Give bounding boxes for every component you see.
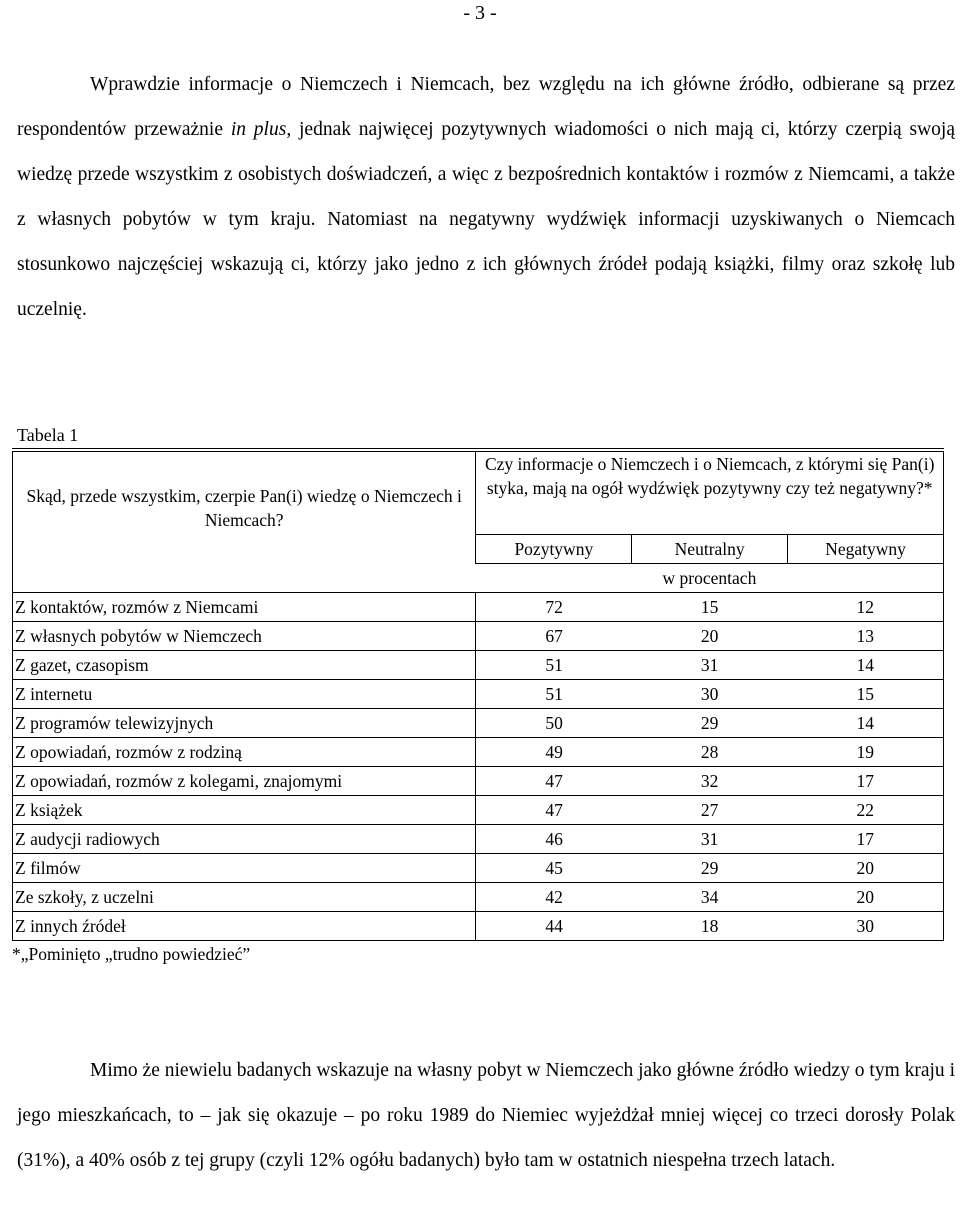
value-neutral: 34 (632, 883, 788, 912)
paragraph-conclusion-text: Mimo że niewielu badanych wskazuje na własny pobyt w Niemczech jako główne źródło wiedzy o tym kraju i jego mieszkańcach, to – jak się okazuje – po roku 1989 do Niemiec wyjeżdżał mniej więcej co trzeci dorosły Polak (31%), a 40% osób z tej grupy (czyli 12% ogółu badanych) było tam w ostatnich niespełna trzech latach. (17, 1060, 955, 1171)
paragraph-intro (17, 62, 955, 332)
row-label: Z opowiadań, rozmów z kolegami, znajomymi (13, 767, 476, 796)
value-negative: 13 (788, 622, 944, 651)
row-label: Z gazet, czasopism (13, 651, 476, 680)
value-positive: 51 (476, 680, 632, 709)
row-label: Z książek (13, 796, 476, 825)
table-footnote: *„Pominięto „trudno powiedzieć” (12, 944, 251, 964)
value-positive: 44 (476, 912, 632, 941)
value-positive: 51 (476, 651, 632, 680)
value-neutral: 28 (632, 738, 788, 767)
row-label: Z kontaktów, rozmów z Niemcami (13, 593, 476, 622)
table-row (13, 854, 944, 883)
table-row (13, 825, 944, 854)
unit-row-blank (13, 564, 476, 593)
table-caption: Tabela 1 (17, 425, 79, 445)
row-label: Z internetu (13, 680, 476, 709)
table-row (13, 593, 944, 622)
value-neutral: 31 (632, 651, 788, 680)
table-row (13, 709, 944, 738)
value-negative: 17 (788, 767, 944, 796)
value-negative: 15 (788, 680, 944, 709)
paragraph-intro-italic: in plus (230, 119, 287, 140)
row-label: Z filmów (13, 854, 476, 883)
value-neutral: 18 (632, 912, 788, 941)
value-neutral: 30 (632, 680, 788, 709)
table-row (13, 912, 944, 941)
paragraph-intro-part1: Wprawdzie informacje o Niemczech i Niemcach, bez względu na ich główne źródło, odbierane są przez respondentów przeważnie (17, 74, 955, 140)
value-negative: 14 (788, 651, 944, 680)
table-row (13, 767, 944, 796)
table-row (13, 883, 944, 912)
table-row (13, 680, 944, 709)
value-positive: 47 (476, 796, 632, 825)
table-row (13, 796, 944, 825)
row-label: Ze szkoły, z uczelni (13, 883, 476, 912)
table-container (12, 448, 944, 941)
column-header-positive: Pozytywny (476, 535, 632, 564)
table-body (13, 593, 944, 941)
value-positive: 72 (476, 593, 632, 622)
row-label: Z programów telewizyjnych (13, 709, 476, 738)
value-positive: 45 (476, 854, 632, 883)
value-positive: 50 (476, 709, 632, 738)
table-row (13, 651, 944, 680)
paragraph-conclusion (17, 1048, 955, 1183)
value-neutral: 32 (632, 767, 788, 796)
value-negative: 22 (788, 796, 944, 825)
question-header: Czy informacje o Niemczech i o Niemcach, z którymi się Pan(i) styka, mają na ogół wydźwięk pozytywny czy też negatywny?* (476, 450, 944, 535)
table-row (13, 622, 944, 651)
row-label: Z innych źródeł (13, 912, 476, 941)
row-label: Z opowiadań, rozmów z rodziną (13, 738, 476, 767)
value-negative: 14 (788, 709, 944, 738)
value-positive: 46 (476, 825, 632, 854)
column-header-neutral: Neutralny (632, 535, 788, 564)
unit-label: w procentach (476, 564, 944, 593)
value-negative: 17 (788, 825, 944, 854)
value-neutral: 29 (632, 709, 788, 738)
row-header: Skąd, przede wszystkim, czerpie Pan(i) wiedzę o Niemczech i Niemcach? (13, 450, 476, 564)
value-negative: 20 (788, 854, 944, 883)
value-neutral: 20 (632, 622, 788, 651)
value-negative: 30 (788, 912, 944, 941)
table-row (13, 738, 944, 767)
value-positive: 49 (476, 738, 632, 767)
value-negative: 20 (788, 883, 944, 912)
value-positive: 67 (476, 622, 632, 651)
value-neutral: 31 (632, 825, 788, 854)
value-positive: 47 (476, 767, 632, 796)
page-number: - 3 - (463, 2, 497, 24)
row-label: Z własnych pobytów w Niemczech (13, 622, 476, 651)
value-negative: 19 (788, 738, 944, 767)
column-header-negative: Negatywny (788, 535, 944, 564)
paragraph-intro-part2: , jednak najwięcej pozytywnych wiadomości o nich mają ci, którzy czerpią swoją wiedzę przede wszystkim z osobistych doświadczeń, a więc z bezpośrednich kontaktów i rozmów z Niemcami, a także z własnych pobytów w tym kraju. Natomiast na negatywny wydźwięk informacji uzyskiwanych o Niemcach stosunkowo najczęściej wskazują ci, którzy jako jedno z ich głównych źródeł podają książki, filmy oraz szkołę lub uczelnię. (17, 119, 955, 320)
row-label: Z audycji radiowych (13, 825, 476, 854)
value-negative: 12 (788, 593, 944, 622)
value-neutral: 15 (632, 593, 788, 622)
value-neutral: 29 (632, 854, 788, 883)
data-table (12, 448, 944, 941)
value-neutral: 27 (632, 796, 788, 825)
value-positive: 42 (476, 883, 632, 912)
